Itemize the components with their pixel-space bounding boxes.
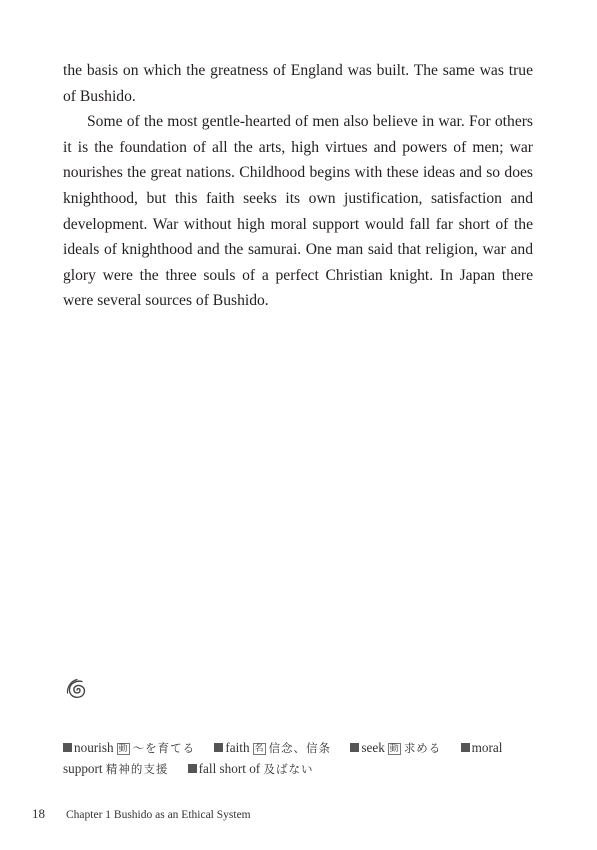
bullet-square-icon bbox=[350, 743, 359, 752]
vocab-term: nourish bbox=[74, 740, 114, 755]
vocab-entry bbox=[350, 740, 457, 755]
vocabulary-notes bbox=[63, 738, 533, 779]
vocab-meaning: 信念、信条 bbox=[268, 741, 332, 755]
bullet-square-icon bbox=[63, 743, 72, 752]
vocab-meaning: 及ばない bbox=[263, 761, 314, 776]
paragraph-continuation: the basis on which the greatness of England was built. The same was true of Bushido. bbox=[63, 62, 533, 105]
bullet-square-icon bbox=[214, 743, 223, 752]
vocab-term: fall short of bbox=[198, 760, 261, 776]
vocab-meaning: 精神的支援 bbox=[105, 761, 169, 776]
vocab-entry bbox=[214, 740, 347, 755]
body-text bbox=[63, 58, 533, 314]
vocab-entry bbox=[63, 740, 211, 755]
chapter-title: Chapter 1 Bushido as an Ethical System bbox=[66, 809, 251, 821]
vocab-term: faith bbox=[225, 740, 250, 755]
vocab-pos: 動 bbox=[118, 744, 128, 754]
vocab-pos: 名 bbox=[254, 744, 264, 754]
vocab-pos: 動 bbox=[389, 744, 399, 754]
bullet-square-icon bbox=[461, 743, 470, 752]
vocab-meaning: 求める bbox=[403, 741, 442, 755]
vocab-term: seek bbox=[361, 740, 385, 755]
vocab-meaning: 〜を育てる bbox=[132, 741, 196, 755]
bullet-square-icon bbox=[188, 764, 197, 773]
paragraph-war-faith: Some of the most gentle-hearted of men also believe in war. For others it is the foundation of all the arts, high virtues and powers of men; war nourishes the great nations. Childhood begins with these ideas and so does knighthood, but this faith seeks its own justification, satisfaction and development. War without high moral support would fall far short of the ideals of knighthood and the samurai. One man said that religion, war and glory were the three souls of a perfect Christian knight. In Japan there were several sources of Bushido. bbox=[63, 113, 533, 310]
swirl-icon bbox=[63, 676, 93, 704]
vocab-entry bbox=[188, 761, 314, 776]
page-number: 18 bbox=[32, 806, 45, 821]
vocab-term: moral support bbox=[63, 740, 503, 776]
page-footer bbox=[32, 806, 251, 822]
